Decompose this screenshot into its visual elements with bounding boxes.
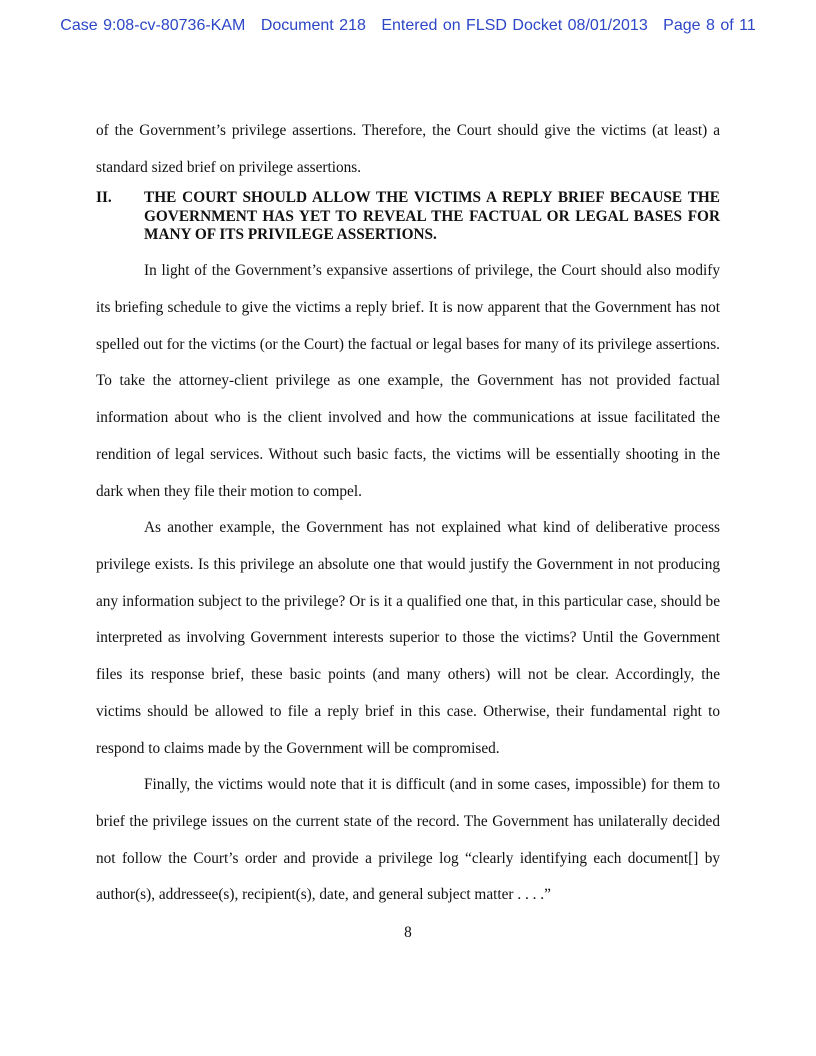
case-number: Case 9:08-cv-80736-KAM xyxy=(60,17,246,34)
section-heading xyxy=(96,189,720,245)
docket-entry: Entered on FLSD Docket 08/01/2013 xyxy=(381,17,648,34)
section-title: THE COURT SHOULD ALLOW THE VICTIMS A REPLY BRIEF BECAUSE THE GOVERNMENT HAS YET TO REVEAL THE FACTUAL OR LEGAL BASES FOR MANY OF ITS PRIVILEGE ASSERTIONS. xyxy=(144,189,720,243)
body-paragraph-2: As another example, the Government has not explained what kind of deliberative process privilege exists. Is this privilege an absolute one that would justify the Government in not producing any information subject to the privilege? Or is it a qualified one that, in this particular case, should be interpreted as involving Government interests superior to those the victims? Until the Government files its response brief, these basic points (and many others) will not be clear. Accordingly, the victims should be allowed to file a reply brief in this case. Otherwise, their fundamental right to respond to claims made by the Government will be compromised. xyxy=(96,519,720,757)
body-paragraph-1: In light of the Government’s expansive assertions of privilege, the Court should also modify its briefing schedule to give the victims a reply brief. It is now apparent that the Government has not spelled out for the victims (or the Court) the factual or legal bases for many of its privilege assertions. To take the attorney-client privilege as one example, the Government has not provided factual information about who is the client involved and how the communications at issue facilitated the rendition of legal services. Without such basic facts, the victims will be essentially shooting in the dark when they file their motion to compel. xyxy=(96,262,720,500)
page-number: 8 xyxy=(404,924,412,941)
body-paragraph-3: Finally, the victims would note that it is difficult (and in some cases, impossible) for them to brief the privilege issues on the current state of the record. The Government has unilaterally decided not follow the Court’s order and provide a privilege log “clearly identifying each document[] by author(s), addressee(s), recipient(s), date, and general subject matter . . . .” xyxy=(96,776,720,904)
continuation-paragraph: of the Government’s privilege assertions. Therefore, the Court should give the victims (at least) a standard sized brief on privilege assertions. xyxy=(96,122,720,176)
document-number: Document 218 xyxy=(260,17,366,34)
docket-header xyxy=(0,17,816,35)
page-indicator: Page 8 of 11 xyxy=(663,17,756,34)
section-number: II. xyxy=(96,189,112,206)
